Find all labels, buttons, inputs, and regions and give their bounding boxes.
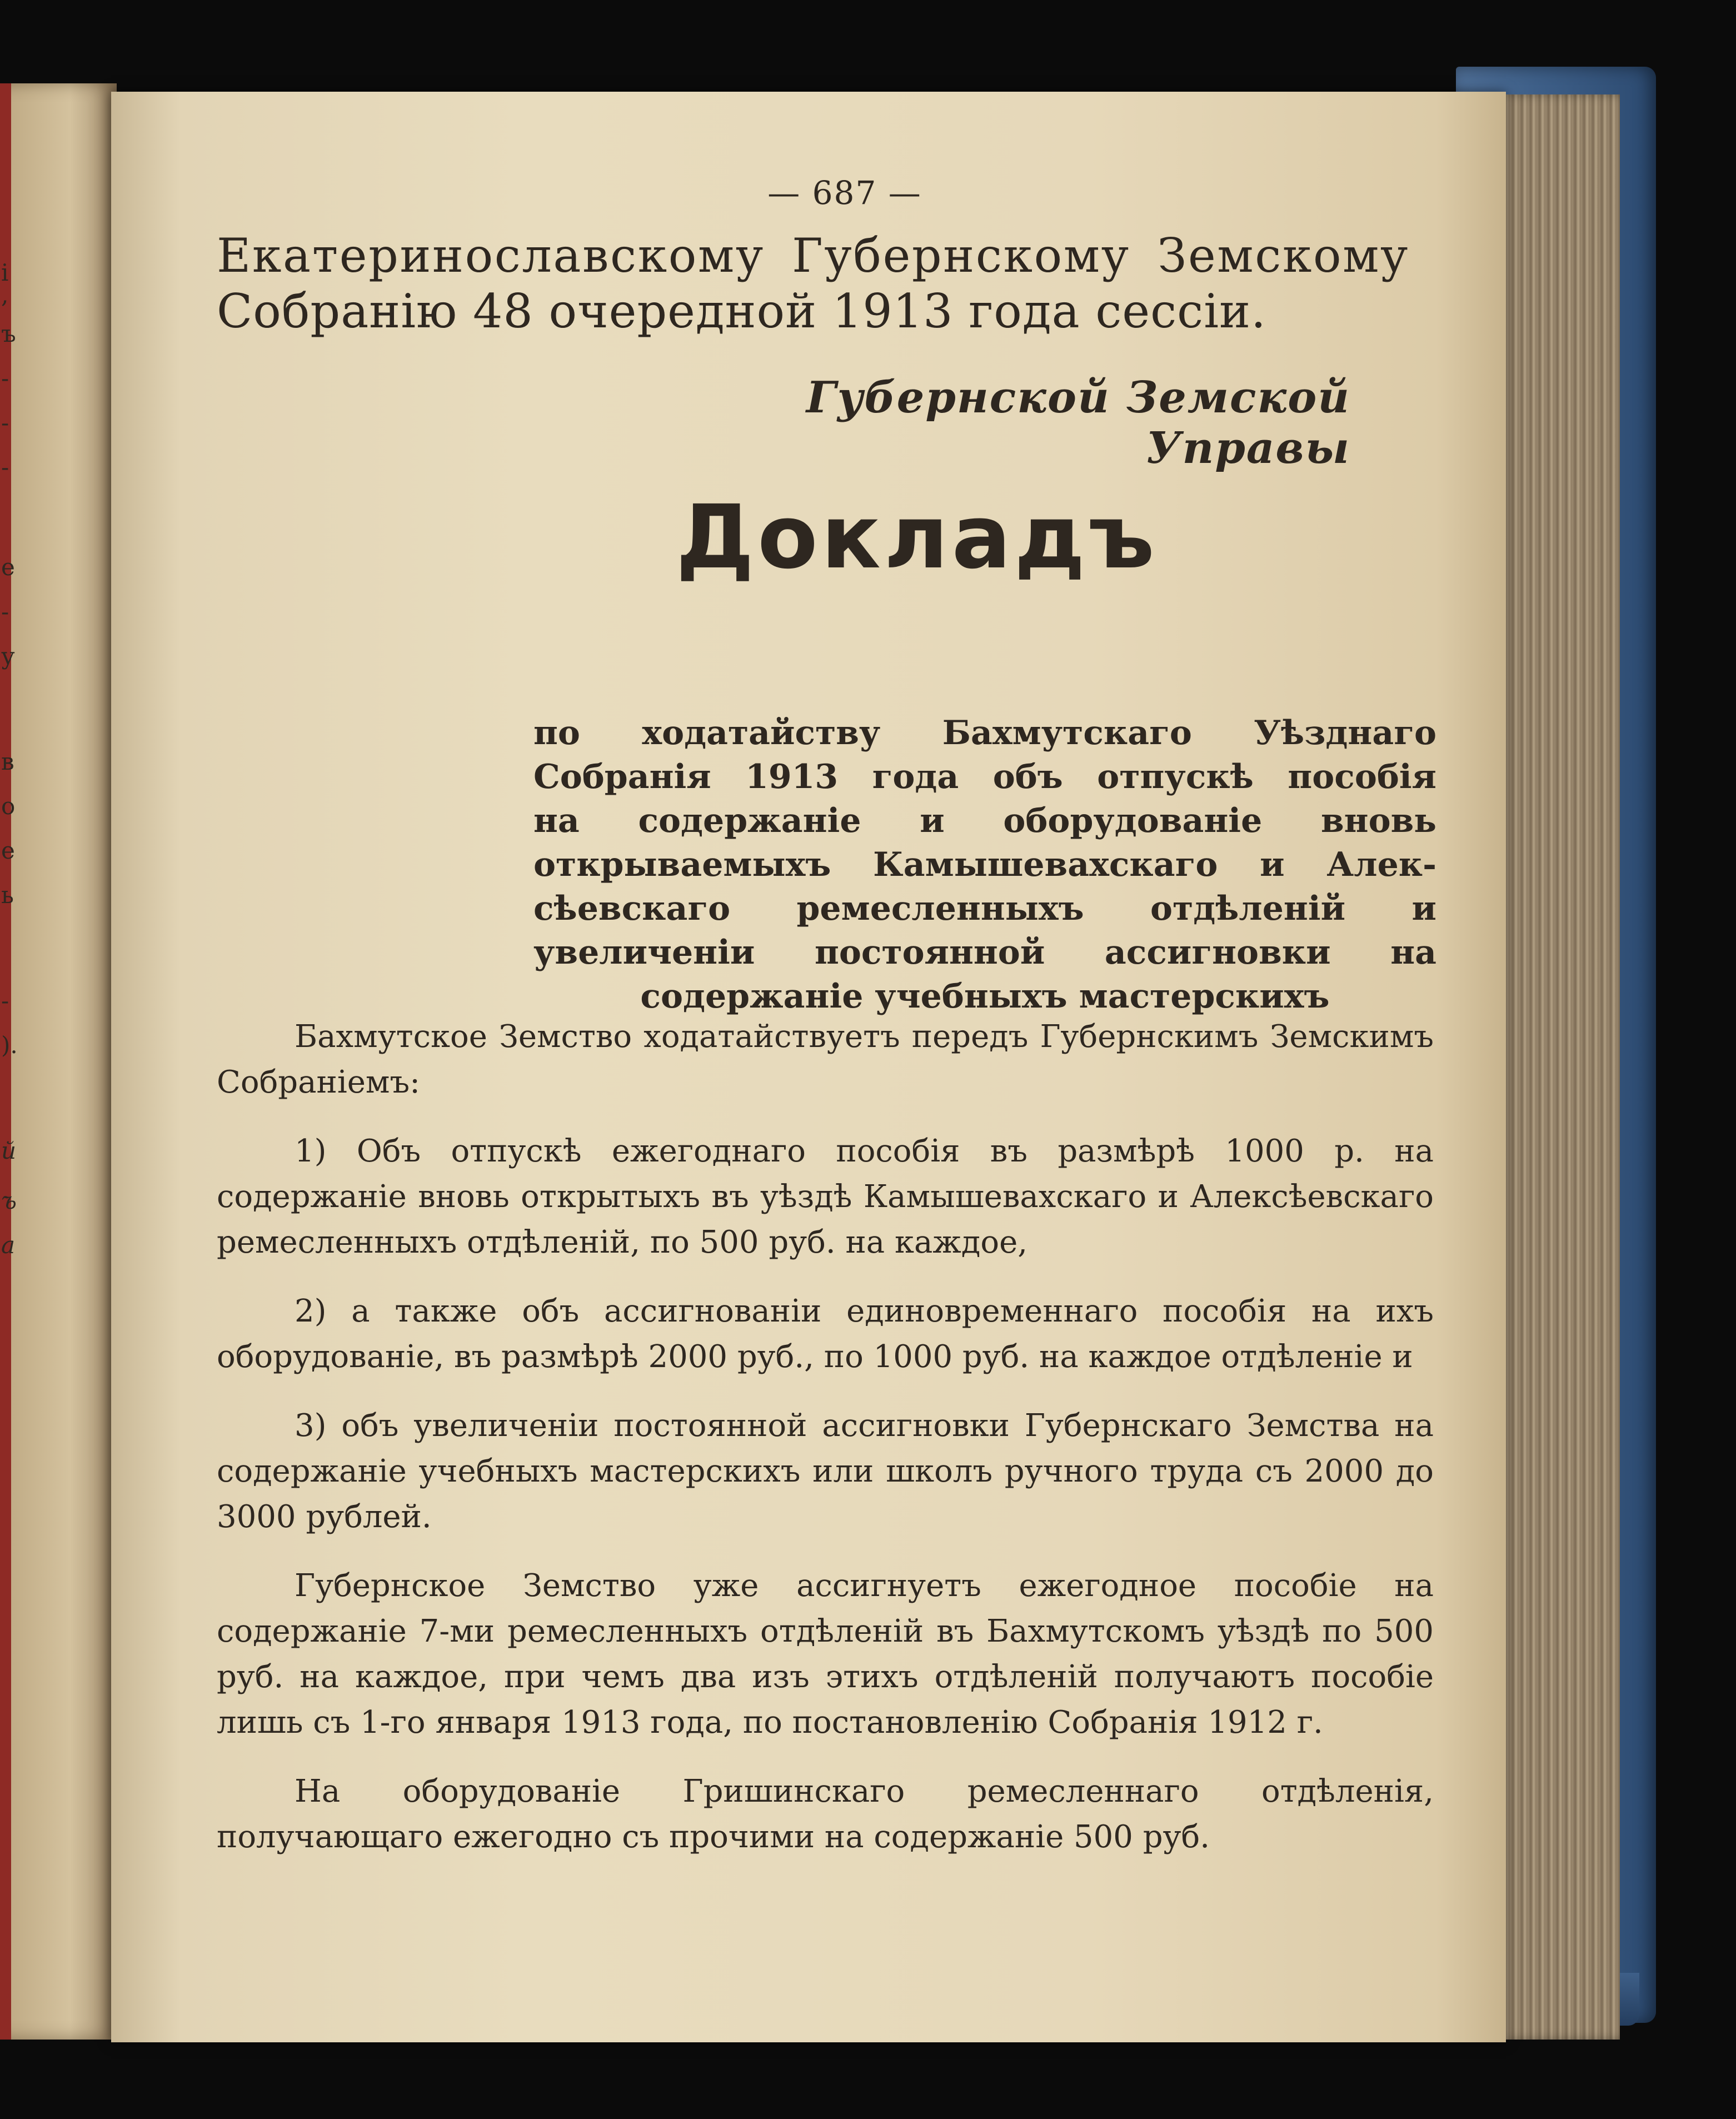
paragraph: 1) Объ отпускѣ ежегоднаго пособія въ размѣрѣ 1000 р. на содержаніе вновь открытыхъ въ уѣздѣ Камышевахскаго и Алексѣевскаго ремесленныхъ отдѣленій, по 500 руб. на каждое, — [217, 1133, 1434, 1260]
subject-line: содержаніе учебныхъ мастерскихъ — [640, 977, 1330, 1016]
sender: Губернской Земской Управы — [806, 372, 1350, 473]
addressee — [217, 228, 1439, 339]
left-char: , — [1, 281, 9, 308]
left-char: й — [1, 1137, 17, 1164]
left-char: ъ — [1, 320, 16, 347]
left-char: ъ — [1, 1187, 17, 1214]
paragraph: 2) а также объ ассигнованіи единовременнаго пособія на ихъ оборудованіе, въ размѣрѣ 2000 руб., по 1000 руб. на каждое отдѣленіе и — [217, 1293, 1434, 1375]
subject-line: по ходатайству Бахмутскаго Уѣзднаго — [533, 714, 1436, 752]
subject-line: увеличеніи постоянной ассигновки на — [533, 933, 1436, 972]
paragraph: На оборудованіе Гришинскаго ремесленнаго отдѣленія, получающаго ежегодно съ прочими на содержаніе 500 руб. — [217, 1773, 1434, 1855]
left-char: - — [1, 987, 9, 1014]
subject-line: на содержаніе и оборудованіе вновь — [533, 801, 1436, 840]
left-char: в — [1, 748, 14, 775]
left-page — [0, 83, 117, 2040]
left-char: ). — [1, 1031, 18, 1059]
subject-line: Собранія 1913 года объ отпускѣ пособія — [533, 757, 1436, 796]
addressee-line: Екатеринославскому Губернскому Земскому — [217, 228, 1410, 283]
left-char: - — [1, 598, 9, 625]
left-char: а — [1, 1231, 16, 1259]
left-char: - — [1, 409, 9, 436]
subject-line: открываемыхъ Камышевахскаго и Алек- — [533, 845, 1436, 884]
left-char: ь — [1, 881, 14, 909]
page-number: — 687 — — [767, 174, 922, 212]
addressee-line: Собранію 48 очередной 1913 года сессіи. — [217, 284, 1266, 338]
left-char: і — [1, 259, 9, 286]
left-char: - — [1, 453, 9, 481]
left-char: е — [1, 837, 15, 864]
left-char: у — [1, 642, 15, 670]
page-edges — [1492, 94, 1620, 2040]
subject-line: сѣевскаго ремесленныхъ отдѣленій и — [533, 889, 1436, 928]
left-char: - — [1, 365, 9, 392]
body-text — [217, 1014, 1434, 1883]
left-char: о — [1, 792, 16, 820]
report-subject — [533, 711, 1436, 1019]
document-page — [111, 92, 1506, 2042]
paragraph: Бахмутское Земство ходатайствуетъ передъ Губернскимъ Земскимъ Собраніемъ: — [217, 1019, 1434, 1100]
paragraph: Губернское Земство уже ассигнуетъ ежегодное пособіе на содержаніе 7-ми ремесленныхъ отдѣленій въ Бахмутскомъ уѣздѣ по 500 руб. на каждое, при чемъ два изъ этихъ отдѣленій получаютъ пособіе лишь съ 1-го января 1913 года, по постановленію Собранія 1912 г. — [217, 1568, 1434, 1741]
paragraph: 3) объ увеличеніи постоянной ассигновки Губернскаго Земства на содержаніе учебныхъ мастерскихъ или школъ ручного труда съ 2000 до 3000 рублей. — [217, 1408, 1434, 1535]
document-title: Докладъ — [676, 486, 1158, 589]
left-char: е — [1, 554, 15, 581]
